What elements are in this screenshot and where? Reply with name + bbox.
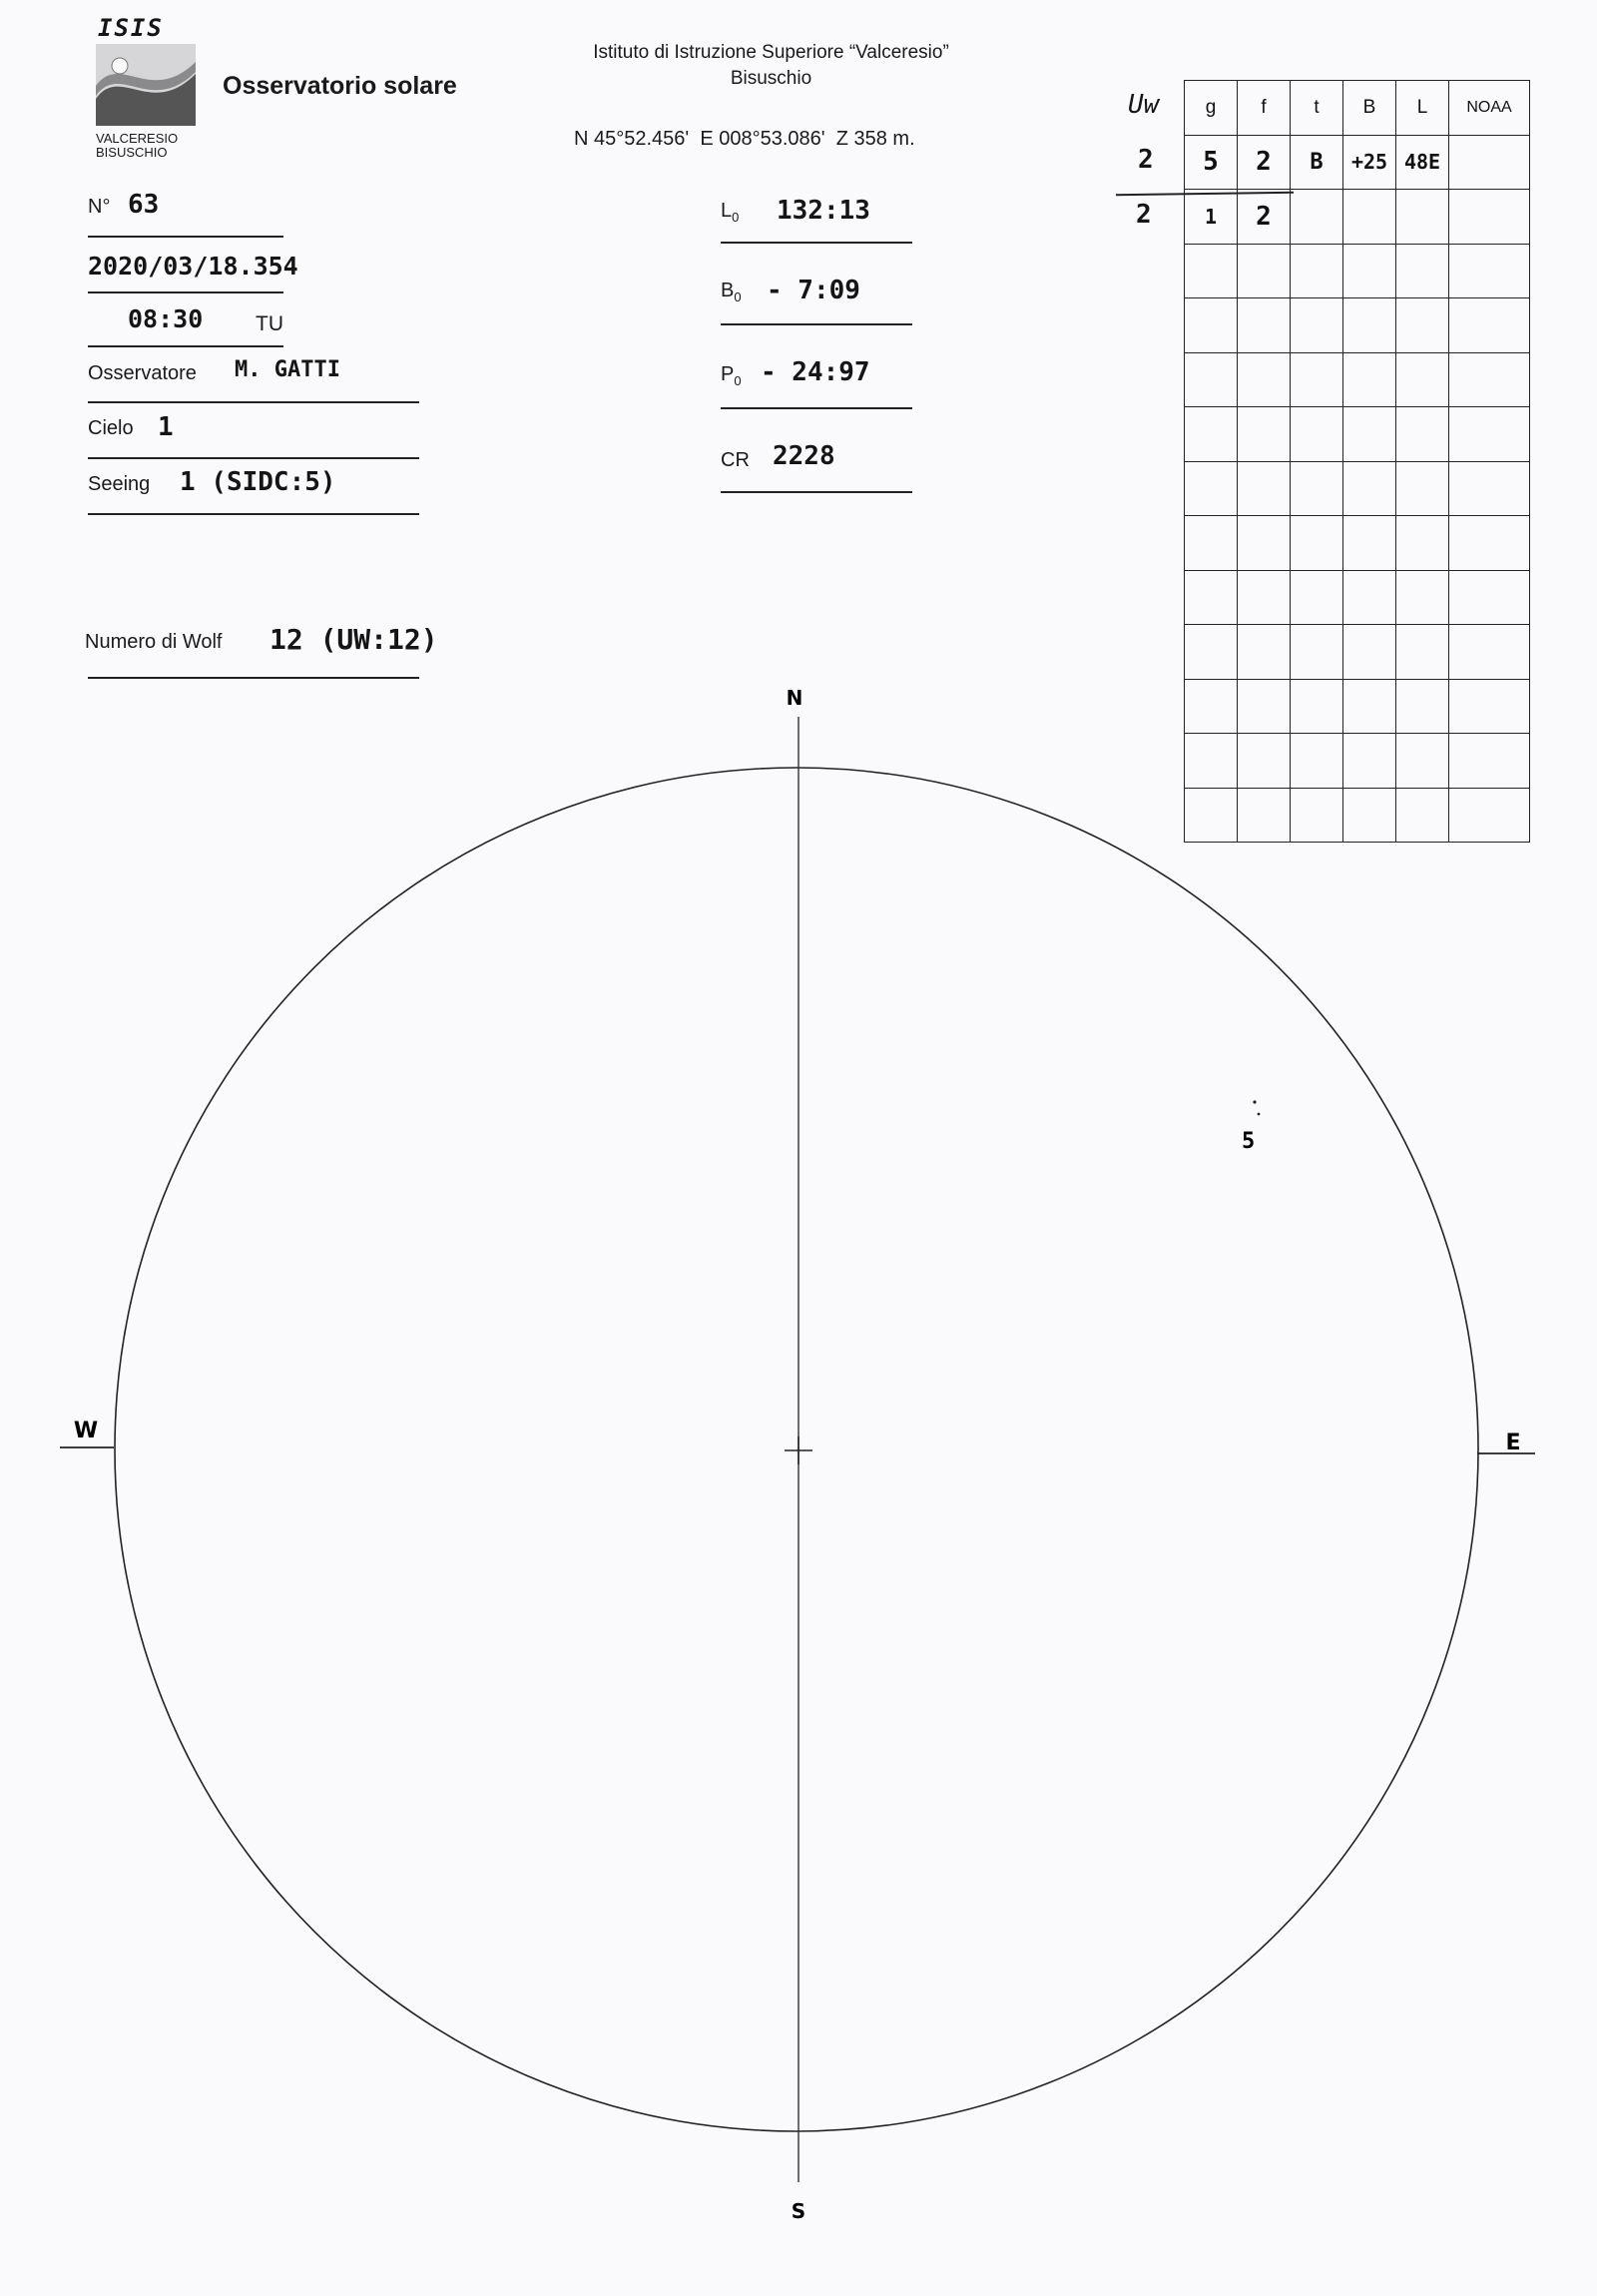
row1-f: 2 xyxy=(1238,135,1291,190)
cr-value: 2228 xyxy=(773,441,835,471)
number-value: 63 xyxy=(128,190,160,220)
sunspot-group-type-label: 5 xyxy=(1242,1129,1256,1154)
row2-g: 1 xyxy=(1185,190,1238,245)
cr-label: CR xyxy=(721,449,750,471)
date-value: 2020/03/18.354 xyxy=(88,252,298,281)
b0-value: - 7:09 xyxy=(767,276,860,305)
l0-value: 132:13 xyxy=(777,196,870,226)
solar-disk-outline xyxy=(115,768,1478,2131)
row1-uw: 2 xyxy=(1138,145,1154,175)
time-value: 08:30 xyxy=(128,304,204,333)
sunspot-dot xyxy=(1258,1113,1261,1116)
uw-label: Uw xyxy=(1128,90,1160,120)
seeing-value: 1 (SIDC:5) xyxy=(180,467,336,497)
observatory-title: Osservatorio solare xyxy=(223,72,457,100)
wolf-value: 12 (UW:12) xyxy=(269,623,438,656)
observer-value: M. GATTI xyxy=(235,357,340,382)
institute-name: Istituto di Istruzione Superiore “Valceresio” xyxy=(593,42,949,63)
p0-value: - 24:97 xyxy=(761,357,870,387)
row1-l: 48E xyxy=(1396,135,1449,190)
header-l: L xyxy=(1396,81,1449,136)
west-label: W xyxy=(73,1419,99,1443)
row1-g: 5 xyxy=(1185,135,1238,190)
header-noaa: NOAA xyxy=(1449,81,1530,136)
north-label: N xyxy=(786,686,803,710)
sky-value: 1 xyxy=(158,412,174,442)
number-label: N° xyxy=(88,196,111,218)
sky-label: Cielo xyxy=(88,417,134,439)
sunspot-dot xyxy=(1253,1100,1256,1103)
l0-subscript: 0 xyxy=(732,210,740,225)
time-unit: TU xyxy=(256,312,283,335)
institute-town: Bisuschio xyxy=(730,68,812,89)
logo-text-bottom-2: BISUSCHIO xyxy=(96,145,168,160)
b0-subscript: 0 xyxy=(734,289,742,304)
observer-label: Osservatore xyxy=(88,362,197,384)
l0-label: $L_0$ xyxy=(721,200,740,225)
p0-subscript: 0 xyxy=(734,373,742,388)
b0-label: $B_0$ xyxy=(721,280,742,304)
header-f: f xyxy=(1238,81,1291,136)
observatory-coordinates: N 45°52.456' E 008°53.086' Z 358 m. xyxy=(574,128,915,150)
header-t: t xyxy=(1291,81,1343,136)
east-label: E xyxy=(1505,1431,1521,1455)
header-b: B xyxy=(1343,81,1396,136)
logo-text-bottom-1: VALCERESIO xyxy=(96,131,179,146)
wolf-label: Numero di Wolf xyxy=(85,631,223,653)
south-label: S xyxy=(791,2199,806,2223)
row2-f: 2 xyxy=(1238,190,1291,245)
logo-text-top: ISIS xyxy=(98,14,164,42)
row1-b: +25 xyxy=(1343,135,1396,190)
row1-t: B xyxy=(1291,135,1343,190)
seeing-label: Seeing xyxy=(88,473,151,495)
header-g: g xyxy=(1185,81,1238,136)
p0-label: $P_0$ xyxy=(721,363,742,388)
row2-uw: 2 xyxy=(1136,200,1152,230)
